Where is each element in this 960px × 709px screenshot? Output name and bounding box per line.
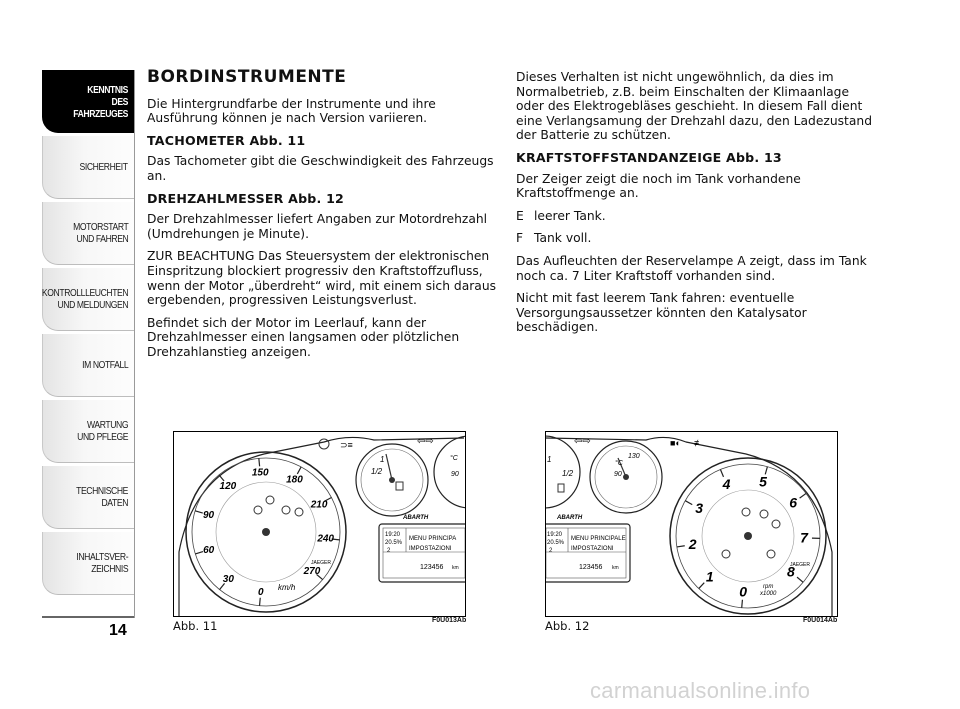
display-odo-unit: km [612, 565, 619, 571]
gauge-tick-label: 270 [303, 565, 321, 577]
gauge-tick-label: 5 [759, 473, 767, 490]
figure-tachometer [545, 431, 838, 617]
gauge-tick [195, 511, 203, 513]
figure-code-fig11: F0U013Ab [432, 617, 467, 624]
light-icon [319, 439, 329, 449]
gauge-tick-label: 180 [286, 474, 303, 486]
abs-icon [295, 508, 303, 516]
gauge-tick [260, 598, 261, 606]
warning-light-icon [254, 506, 262, 514]
gauge-tick [742, 600, 743, 608]
speedometer-illustration [174, 432, 465, 616]
display-odo: 123456 [579, 564, 603, 571]
airbag-icon [760, 510, 768, 518]
tab-label: WARTUNG UND PFLEGE [77, 419, 128, 443]
gauge-tick-label: 150 [251, 467, 269, 479]
tab-label: KONTROLLLEUCHTEN UND MELDUNGEN [41, 287, 128, 311]
gauge-tick [297, 467, 301, 474]
fuel-text: Der Zeiger zeigt die noch im Tank vorhandene Kraftstoffmenge an. [516, 171, 801, 201]
tab-wartung[interactable] [42, 400, 134, 463]
figure-speedometer [173, 431, 466, 617]
display-menu1: MENU PRINCIPA [409, 536, 457, 542]
tab-label: KENNTNIS DES FAHRZEUGES [73, 83, 128, 120]
fuel-heading: KRAFTSTOFFSTANDANZEIGE Abb. 13 [516, 149, 782, 165]
tab-label: INHALTSVER- ZEICHNIS [76, 551, 128, 575]
gauge-tick [259, 458, 260, 466]
gauge-tick [797, 577, 803, 582]
fuel-one-label: 1 [380, 455, 385, 464]
tab-label: SICHERHEIT [79, 161, 128, 173]
list-key: E [516, 208, 524, 223]
rpm-unit: rpm [763, 584, 774, 590]
sidebar-divider [134, 70, 135, 618]
turn-signal-icon: ⇦⇨ [417, 436, 434, 447]
chapter-sidebar [42, 70, 134, 598]
display-odo-unit: km [452, 565, 459, 571]
display-menu2: IMPOSTAZIONI [409, 546, 452, 552]
gauge-tick-label: 120 [219, 480, 237, 492]
tab-kontrollleuchten[interactable] [42, 268, 134, 331]
tab-label: TECHNISCHE DATEN [76, 485, 128, 509]
tab-label: MOTORSTART UND FAHREN [72, 221, 128, 245]
temp-unit: °C [615, 460, 623, 467]
tab-label: IM NOTFALL [81, 359, 128, 371]
fuel-half-label: 1/2 [371, 467, 383, 476]
brand-label: JAEGER [311, 560, 332, 566]
display-percent: 20.5% [547, 540, 565, 546]
gauge-tick-label: 210 [310, 499, 328, 511]
caption-fig11: Abb. 11 [173, 619, 218, 633]
logo: ABARTH [403, 515, 429, 521]
gauge-tick-label: 90 [202, 510, 215, 522]
gauge-tick-label: 1 [705, 568, 714, 585]
tab-sicherheit[interactable] [42, 136, 134, 199]
tab-motorstart[interactable] [42, 202, 134, 265]
list-value: leerer Tank. [534, 208, 606, 223]
fog-light-icon: ≢ [694, 438, 703, 448]
figure-code-fig12: F0U014Ab [803, 617, 838, 624]
fuel-half-label: 1/2 [562, 469, 574, 478]
tacho-heading: TACHOMETER Abb. 11 [147, 132, 306, 148]
display-menu2: IMPOSTAZIONI [571, 546, 614, 552]
beam-icon: ■◐ [670, 438, 681, 448]
gauge-tick-label: 240 [317, 533, 335, 545]
speed-unit: km/h [278, 583, 296, 592]
rpm-multiplier: x1000 [760, 591, 777, 597]
rpm-text: Der Drehzahlmesser liefert Angaben zur Motordrehzahl (Umdrehungen je Minute). [147, 212, 488, 241]
engine-icon [722, 550, 730, 558]
display-odo: 123456 [420, 564, 444, 571]
tab-notfall[interactable] [42, 334, 134, 397]
battery-icon [767, 550, 775, 558]
gauge-tick [800, 493, 806, 498]
gauge-tick [699, 583, 704, 589]
gauge-tick-label: 0 [739, 583, 748, 600]
caption-fig12: Abb. 12 [545, 619, 590, 633]
list-value: Tank voll. [534, 231, 592, 246]
fuel-pump-icon [396, 482, 403, 490]
display-time: 19:20 [385, 532, 401, 538]
turn-signal-icon: ⇦⇨ [574, 436, 591, 447]
gauge-tick-label: 8 [787, 563, 795, 580]
seatbelt-icon [742, 508, 750, 516]
page-number: 14 [109, 622, 127, 639]
brake-icon [282, 506, 290, 514]
rpm-heading: DREHZAHLMESSER Abb. 12 [147, 190, 345, 206]
sidebar-bottom-rule [42, 616, 134, 618]
reserve-text: Das Aufleuchten der Reservelampe A zeigt, dass im Tank noch ca. 7 Liter Kraftstoff vorhanden sind. [516, 253, 867, 283]
gauge-tick-label: 3 [695, 500, 704, 517]
tacho-text: Das Tachometer gibt die Geschwindigkeit des Fahrzeugs an. [147, 154, 494, 183]
temp-value: 90 [614, 471, 622, 478]
gauge-tick-label: 2 [688, 536, 697, 553]
tab-inhaltsverzeichnis[interactable] [42, 532, 134, 595]
temp-max: 130 [628, 453, 640, 460]
list-item [516, 209, 876, 224]
list-key: F [516, 231, 524, 246]
tab-technische-daten[interactable] [42, 466, 134, 529]
display-gear: 2 [549, 548, 553, 554]
temp-value: 90 [451, 471, 459, 478]
tab-kenntnis[interactable] [42, 70, 134, 133]
beam-icon: ⊃≡ [340, 440, 353, 450]
temp-unit: °C [450, 455, 458, 462]
fuel-one-label: 1 [547, 455, 552, 464]
note-text: ZUR BEACHTUNG Das Steuersystem der elektronischen Einspritzung blockiert progressiv den Kraftstoffzufluss, wenn der Motor „überdreht“ wird, mit einem sich daraus ergebenden, progressiven Leistungsverlust. [147, 249, 497, 308]
display-gear: 2 [387, 548, 391, 554]
gauge-tick [195, 552, 203, 554]
gauge-tick-label: 0 [257, 587, 264, 599]
fuel-pump-icon [558, 484, 564, 492]
intro-text: Die Hintergrundfarbe der Instrumente und ihre Ausführung können je nach Version variieren. [147, 96, 436, 126]
right-column [516, 70, 876, 343]
gauge-tick-label: 7 [800, 529, 808, 546]
list-item [516, 231, 876, 246]
gauge-tick-label: 4 [722, 475, 731, 492]
brand-label: JAEGER [790, 562, 811, 568]
display-menu1: MENU PRINCIPALE [571, 536, 626, 542]
gauge-tick [685, 501, 692, 505]
gauge-tick-label: 30 [222, 574, 234, 586]
page-title: BORDINSTRUMENTE [147, 67, 347, 87]
logo: ABARTH [557, 515, 583, 521]
watermark: carmanualsonline.info [590, 678, 811, 703]
gauge-tick [677, 546, 685, 547]
behavior-text: Dieses Verhalten ist nicht ungewöhnlich, da dies im Normalbetrieb, z.B. beim Einschalten der Klimaanlage oder des Elektrogebläses geschieht. In diesem Fall dient eine Verlangsamung der Drehzahl dazu, den Ladezustand der Batterie zu schützen. [516, 70, 873, 143]
left-column [147, 67, 507, 368]
tachometer-illustration [546, 432, 837, 616]
gauge-tick-label: 6 [789, 494, 798, 511]
oil-icon [266, 496, 274, 504]
gauge-tick-label: 60 [203, 545, 215, 557]
warning-text: Nicht mit fast leerem Tank fahren: eventuelle Versorgungsaussetzer könnten den Katalysator beschädigen. [516, 291, 807, 335]
display-percent: 20.5% [385, 540, 403, 546]
glow-plug-icon [772, 520, 780, 528]
idle-text: Befindet sich der Motor im Leerlauf, kann der Drehzahlmesser einen langsamen oder plötzlichen Drehzahlanstieg anzeigen. [147, 315, 460, 359]
display-time: 19:20 [547, 532, 563, 538]
